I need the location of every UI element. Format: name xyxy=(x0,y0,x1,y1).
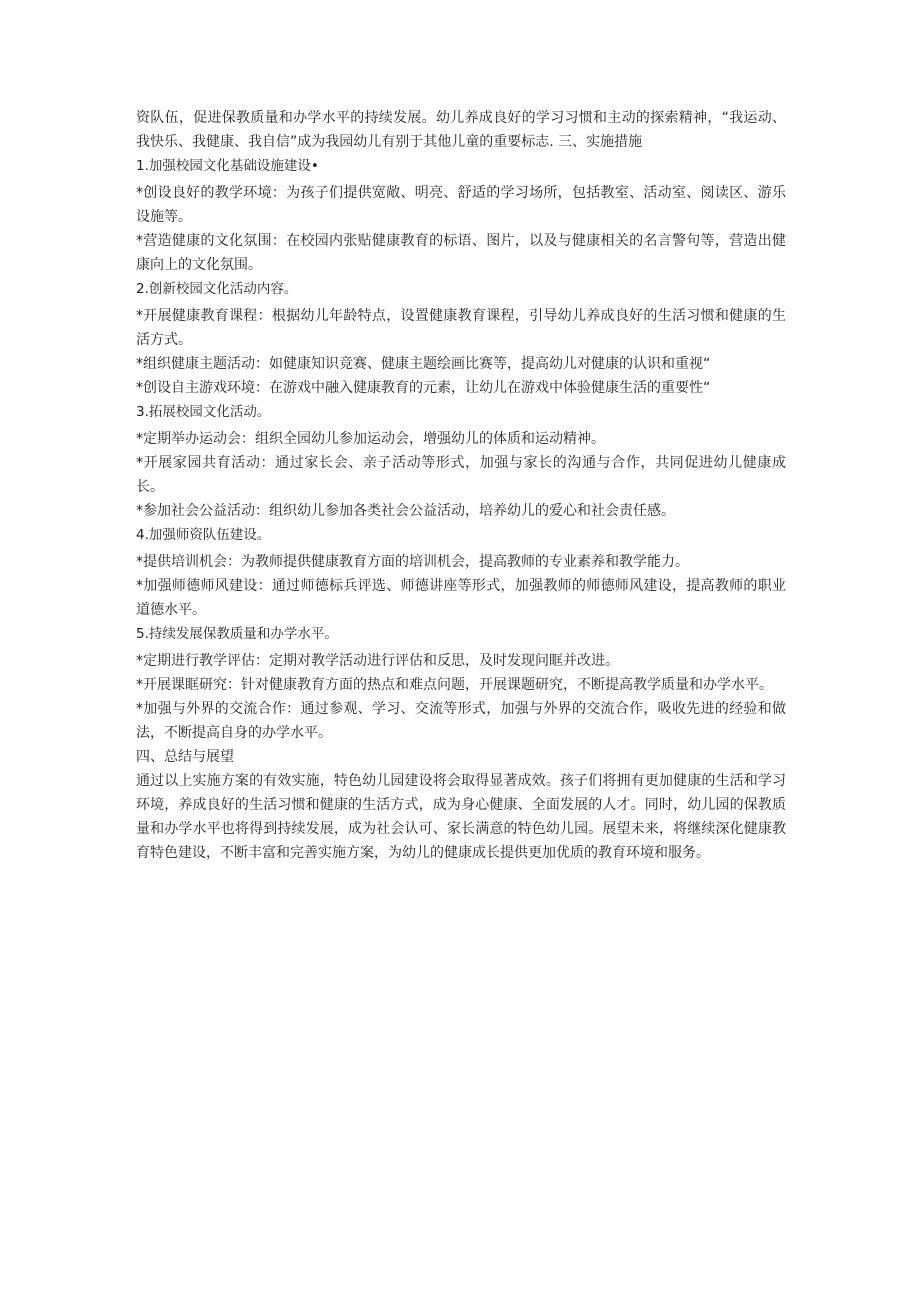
bullet-item: *提供培训机会：为教师提供健康教育方面的培训机会，提高教师的专业素养和教学能力。 xyxy=(136,554,689,570)
bullet-item: *开展课眶研究：针对健康教育方面的热点和难点问题，开展课题研究，不断提高教学质量和办学水平。 xyxy=(136,677,773,693)
bullet-item: *定期举办运动会：组织全园幼儿参加运动会，增强幼儿的体质和运动精神。 xyxy=(136,431,605,447)
bullet-item: *加强与外界的交流合作：通过参观、学习、交流等形式，加强与外界的交流合作，吸收先进的经验和做法，不断提高自身的办学水平。 xyxy=(136,701,786,741)
document-body xyxy=(136,106,786,865)
heading-2: 2.创新校园文化活动内容。 xyxy=(136,281,298,297)
bullet-item: *开展健康教育课程：根据幼儿年龄特点，设置健康教育课程，引导幼儿养成良好的生活习惯和健康的生活方式。 xyxy=(136,308,786,348)
heading-1: 1.加强校园文化基础设施建设• xyxy=(136,158,319,174)
heading-3: 3.拓展校园文化活动。 xyxy=(136,404,271,420)
bullet-item: *营造健康的文化氛围：在校园内张贴健康教育的标语、图片，以及与健康相关的名言警句等，营造出健康向上的文化氛围。 xyxy=(136,233,786,273)
heading-4: 4.加强师资队伍建设。 xyxy=(136,527,271,543)
section-heading-summary: 四、总结与展望 xyxy=(136,749,234,765)
bullet-item: *参加社会公益活动：组织幼儿参加各类社会公益活动，培养幼儿的爱心和社会责任感。 xyxy=(136,503,675,519)
bullet-item: *开展家园共育活动：通过家长会、亲子活动等形式，加强与家长的沟通与合作，共同促进幼儿健康成长。 xyxy=(136,455,786,495)
paragraph-intro: 资队伍，促进保教质量和办学水平的持续发展。幼儿养成良好的学习习惯和主动的探索精神，“我运动、我快乐、我健康、我自信”成为我园幼儿有别于其他儿童的重要标志. 三、实施措施 xyxy=(136,110,786,150)
bullet-item: *创设自主游戏环境：在游戏中融入健康教育的元素，让幼儿在游戏中体验健康生活的重要性“ xyxy=(136,380,711,396)
bullet-item: *加强师德师风建设：通过师德标兵评选、师德讲座等形式，加强教师的师德师风建设，提高教师的职业道德水平。 xyxy=(136,578,786,618)
bullet-item: *创设良好的教学环境：为孩子们提供宽敞、明亮、舒适的学习场所，包括教室、活动室、阅读区、游乐设施等。 xyxy=(136,185,786,225)
bullet-item: *组织健康主题活动：如健康知识竞赛、健康主题绘画比赛等，提高幼儿对健康的认识和重视“ xyxy=(136,356,711,372)
bullet-item: *定期进行教学评估：定期对教学活动进行评估和反思，及时发现问眶并改进。 xyxy=(136,653,619,669)
paragraph-summary: 通过以上实施方案的有效实施，特色幼儿园建设将会取得显著成效。孩子们将拥有更加健康的生活和学习环境，养成良好的生活习惯和健康的生活方式，成为身心健康、全面发展的人才。同时，幼儿园的保教质量和办学水平也将得到持续发展，成为社会认可、家长满意的特色幼儿园。展望未来，将继续深化健康教育特色建设，不断丰富和完善实施方案，为幼儿的健康成长提供更加优质的教育环境和服务。 xyxy=(136,773,786,861)
heading-5: 5.持续发展保教质量和办学水平。 xyxy=(136,626,338,642)
